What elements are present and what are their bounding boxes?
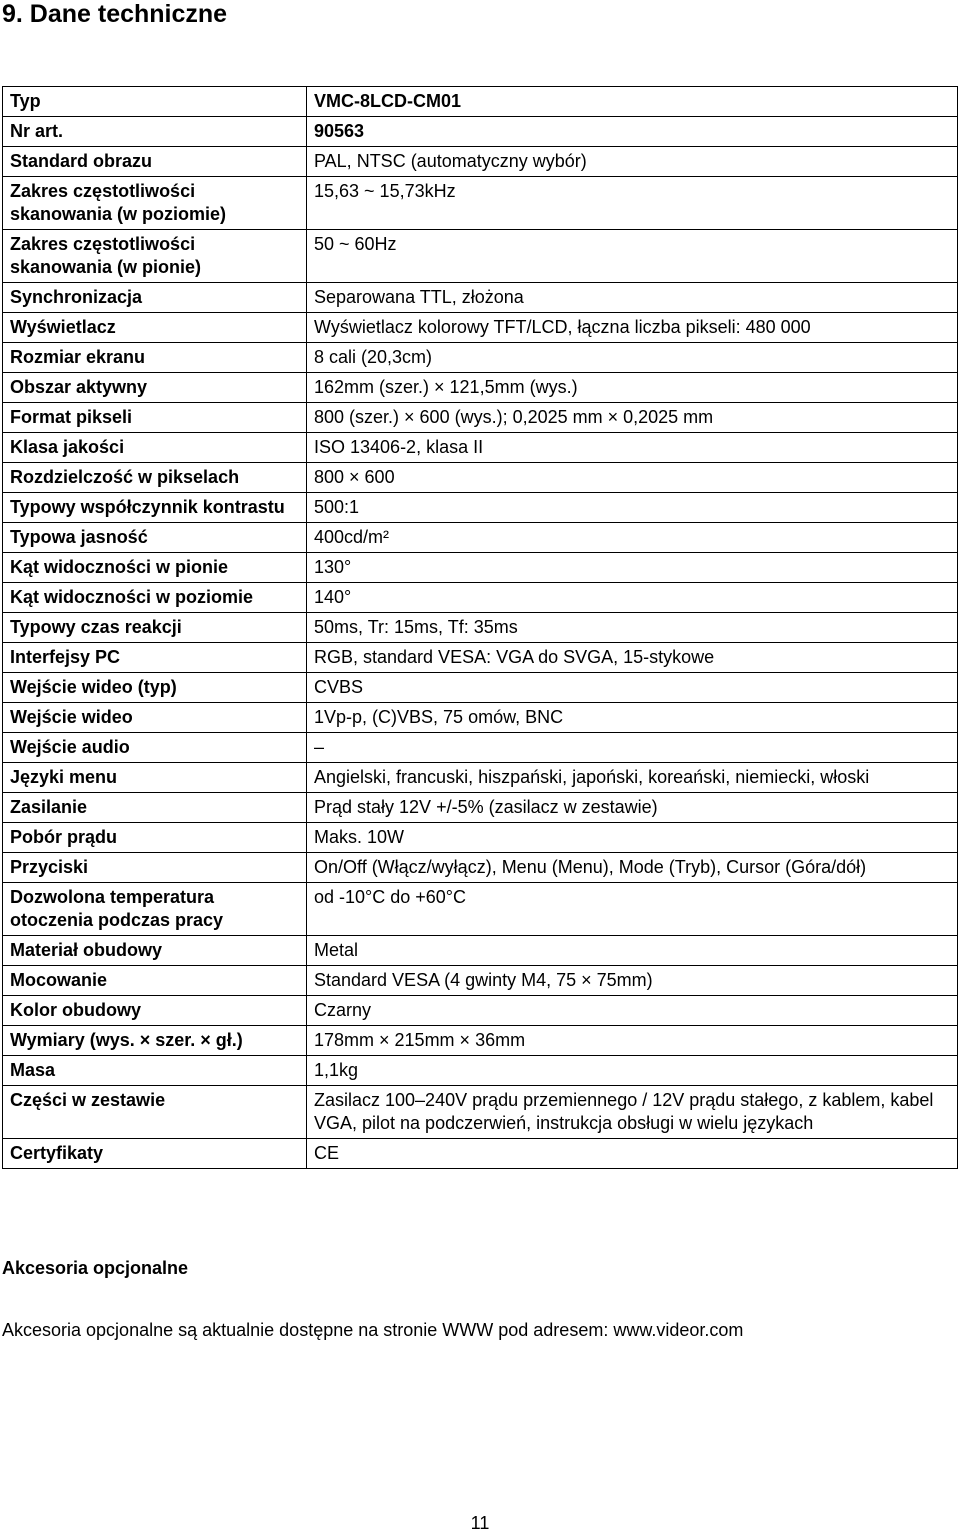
spec-key: Typowa jasność [3,523,307,553]
spec-value: 162mm (szer.) × 121,5mm (wys.) [307,373,958,403]
spec-value: 800 × 600 [307,463,958,493]
spec-value: 1Vp-p, (C)VBS, 75 omów, BNC [307,703,958,733]
spec-row [3,1086,958,1139]
spec-row [3,313,958,343]
spec-row [3,1026,958,1056]
spec-key: Typowy współczynnik kontrastu [3,493,307,523]
spec-key: Rozmiar ekranu [3,343,307,373]
spec-key: Wejście wideo (typ) [3,673,307,703]
spec-row [3,1139,958,1169]
spec-value: CVBS [307,673,958,703]
spec-key: Interfejsy PC [3,643,307,673]
spec-key: Rozdzielczość w pikselach [3,463,307,493]
spec-row [3,343,958,373]
spec-value: 50 ~ 60Hz [307,230,958,283]
spec-row [3,613,958,643]
spec-value: od -10°C do +60°C [307,883,958,936]
spec-key: Klasa jakości [3,433,307,463]
spec-key: Wejście audio [3,733,307,763]
spec-key: Masa [3,1056,307,1086]
spec-key: Kąt widoczności w pionie [3,553,307,583]
spec-value: 130° [307,553,958,583]
spec-key: Mocowanie [3,966,307,996]
spec-row [3,643,958,673]
spec-key: Format pikseli [3,403,307,433]
spec-key: Materiał obudowy [3,936,307,966]
spec-value: RGB, standard VESA: VGA do SVGA, 15-stykowe [307,643,958,673]
spec-key: Zakres częstotliwości skanowania (w poziomie) [3,177,307,230]
spec-row [3,283,958,313]
accessories-title: Akcesoria opcjonalne [2,1258,189,1278]
spec-row [3,523,958,553]
spec-row [3,823,958,853]
spec-value: 500:1 [307,493,958,523]
spec-row [3,177,958,230]
spec-row [3,733,958,763]
spec-row [3,793,958,823]
spec-row [3,966,958,996]
spec-value: 90563 [307,117,958,147]
spec-key: Synchronizacja [3,283,307,313]
spec-value: VMC-8LCD-CM01 [307,87,958,117]
spec-value: 178mm × 215mm × 36mm [307,1026,958,1056]
spec-key: Certyfikaty [3,1139,307,1169]
spec-key: Języki menu [3,763,307,793]
spec-row [3,1056,958,1086]
spec-key: Części w zestawie [3,1086,307,1139]
spec-value: 50ms, Tr: 15ms, Tf: 35ms [307,613,958,643]
spec-key: Zakres częstotliwości skanowania (w pionie) [3,230,307,283]
spec-value: On/Off (Włącz/wyłącz), Menu (Menu), Mode (Tryb), Cursor (Góra/dół) [307,853,958,883]
spec-row [3,703,958,733]
spec-row [3,996,958,1026]
spec-value: Prąd stały 12V +/-5% (zasilacz w zestawie) [307,793,958,823]
section-heading: 9. Dane techniczne [2,0,228,28]
spec-row [3,673,958,703]
spec-row [3,117,958,147]
spec-row [3,403,958,433]
spec-key: Wejście wideo [3,703,307,733]
spec-row [3,433,958,463]
spec-table-body [3,87,958,1169]
spec-value: PAL, NTSC (automatyczny wybór) [307,147,958,177]
spec-key: Typ [3,87,307,117]
spec-value: Metal [307,936,958,966]
spec-value: Zasilacz 100–240V prądu przemiennego / 12V prądu stałego, z kablem, kabel VGA, pilot na podczerwień, instrukcja obsługi w wielu językach [307,1086,958,1139]
spec-row [3,87,958,117]
accessories-text: Akcesoria opcjonalne są aktualnie dostępne na stronie WWW pod adresem: www.videor.com [2,1320,744,1340]
spec-row [3,763,958,793]
spec-value: Separowana TTL, złożona [307,283,958,313]
spec-value: 400cd/m² [307,523,958,553]
spec-value: Czarny [307,996,958,1026]
spec-value: Standard VESA (4 gwinty M4, 75 × 75mm) [307,966,958,996]
spec-value: 8 cali (20,3cm) [307,343,958,373]
spec-row [3,936,958,966]
spec-row [3,853,958,883]
spec-row [3,230,958,283]
spec-value: Maks. 10W [307,823,958,853]
spec-value: 140° [307,583,958,613]
spec-key: Pobór prądu [3,823,307,853]
spec-key: Przyciski [3,853,307,883]
spec-value: Wyświetlacz kolorowy TFT/LCD, łączna liczba pikseli: 480 000 [307,313,958,343]
spec-value: 15,63 ~ 15,73kHz [307,177,958,230]
spec-row [3,463,958,493]
spec-row [3,147,958,177]
spec-key: Obszar aktywny [3,373,307,403]
spec-row [3,583,958,613]
spec-key: Wyświetlacz [3,313,307,343]
spec-key: Dozwolona temperatura otoczenia podczas pracy [3,883,307,936]
spec-row [3,883,958,936]
spec-value: CE [307,1139,958,1169]
spec-value: 1,1kg [307,1056,958,1086]
spec-value: 800 (szer.) × 600 (wys.); 0,2025 mm × 0,2025 mm [307,403,958,433]
spec-key: Kąt widoczności w poziomie [3,583,307,613]
spec-row [3,553,958,583]
spec-key: Wymiary (wys. × szer. × gł.) [3,1026,307,1056]
spec-table [2,86,958,1169]
spec-key: Kolor obudowy [3,996,307,1026]
spec-key: Nr art. [3,117,307,147]
spec-row [3,493,958,523]
spec-value: Angielski, francuski, hiszpański, japoński, koreański, niemiecki, włoski [307,763,958,793]
spec-value: – [307,733,958,763]
spec-value: ISO 13406-2, klasa II [307,433,958,463]
spec-key: Standard obrazu [3,147,307,177]
spec-key: Zasilanie [3,793,307,823]
spec-key: Typowy czas reakcji [3,613,307,643]
spec-row [3,373,958,403]
page-number: 11 [470,1513,490,1533]
